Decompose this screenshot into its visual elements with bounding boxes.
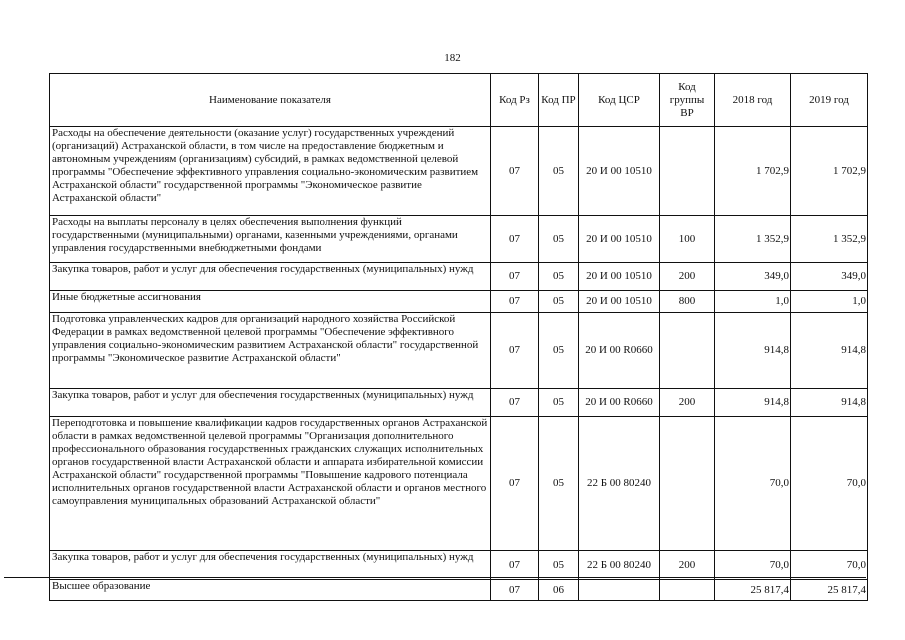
table-row xyxy=(50,313,868,389)
header-row xyxy=(50,74,868,127)
row-rz: 07 xyxy=(491,216,539,263)
row-rz: 07 xyxy=(491,291,539,313)
row-rz: 07 xyxy=(491,551,539,580)
row-vr: 200 xyxy=(660,263,715,291)
table-row xyxy=(50,580,868,601)
row-2018: 70,0 xyxy=(715,551,791,580)
page-rule-line xyxy=(4,577,866,578)
header-rz: Код Рз xyxy=(491,74,539,127)
row-csr: 20 И 00 R0660 xyxy=(579,389,660,417)
row-2019: 70,0 xyxy=(791,417,868,551)
row-pr: 05 xyxy=(539,417,579,551)
row-name: Высшее образование xyxy=(50,580,491,601)
row-csr: 20 И 00 10510 xyxy=(579,127,660,216)
row-2018: 25 817,4 xyxy=(715,580,791,601)
row-name: Расходы на обеспечение деятельности (оказание услуг) государственных учреждений (организаций) Астраханской области, в том числе на предоставление бюджетным и автономным учреждениям (организациям) субсидий, в рамках ведомственной целевой программы "Обеспечение эффективного управления социально-экономическим развитием Астраханской области" государственной программы "Экономическое развитие Астраханской области" xyxy=(50,127,491,216)
table-row xyxy=(50,389,868,417)
row-name: Переподготовка и повышение квалификации кадров государственных органов Астраханской области в рамках ведомственной целевой программы "Организация дополнительного профессионального образования государственных гражданских служащих исполнительных органов государственной власти Астраханской области и аппарата избирательной комиссии Астраханской области" государственной программы "Повышение кадрового потенциала исполнительных органов государственной власти Астраханской области и органов местного самоуправления муниципальных образований Астраханской области" xyxy=(50,417,491,551)
row-csr: 22 Б 00 80240 xyxy=(579,417,660,551)
row-name: Иные бюджетные ассигнования xyxy=(50,291,491,313)
header-pr: Код ПР xyxy=(539,74,579,127)
row-2019: 70,0 xyxy=(791,551,868,580)
row-2018: 70,0 xyxy=(715,417,791,551)
row-name: Подготовка управленческих кадров для организаций народного хозяйства Российской Федерации в рамках ведомственной целевой программы "Обеспечение эффективного управления социально-экономическим развитием Астраханской области" государственной программы "Экономическое развитие Астраханской области" xyxy=(50,313,491,389)
row-vr xyxy=(660,417,715,551)
row-pr: 05 xyxy=(539,216,579,263)
row-vr: 100 xyxy=(660,216,715,263)
row-vr xyxy=(660,580,715,601)
row-2018: 914,8 xyxy=(715,313,791,389)
row-rz: 07 xyxy=(491,263,539,291)
table-row xyxy=(50,127,868,216)
row-csr: 20 И 00 R0660 xyxy=(579,313,660,389)
row-2018: 1 352,9 xyxy=(715,216,791,263)
row-2019: 1 702,9 xyxy=(791,127,868,216)
row-name: Закупка товаров, работ и услуг для обеспечения государственных (муниципальных) нужд xyxy=(50,263,491,291)
row-rz: 07 xyxy=(491,313,539,389)
row-2019: 25 817,4 xyxy=(791,580,868,601)
row-pr: 05 xyxy=(539,551,579,580)
table-row xyxy=(50,291,868,313)
row-vr xyxy=(660,127,715,216)
row-name: Закупка товаров, работ и услуг для обеспечения государственных (муниципальных) нужд xyxy=(50,389,491,417)
row-pr: 05 xyxy=(539,389,579,417)
row-name: Расходы на выплаты персоналу в целях обеспечения выполнения функций государственными (муниципальными) органами, казенными учреждениями, органами управления государственными внебюджетными фондами xyxy=(50,216,491,263)
row-pr: 05 xyxy=(539,313,579,389)
header-2019: 2019 год xyxy=(791,74,868,127)
row-vr: 200 xyxy=(660,551,715,580)
row-2019: 914,8 xyxy=(791,313,868,389)
row-pr: 05 xyxy=(539,263,579,291)
row-vr: 200 xyxy=(660,389,715,417)
row-2018: 1 702,9 xyxy=(715,127,791,216)
row-2019: 1,0 xyxy=(791,291,868,313)
row-vr xyxy=(660,313,715,389)
row-pr: 05 xyxy=(539,127,579,216)
row-vr: 800 xyxy=(660,291,715,313)
table-row xyxy=(50,263,868,291)
row-2018: 1,0 xyxy=(715,291,791,313)
row-2018: 914,8 xyxy=(715,389,791,417)
row-csr xyxy=(579,580,660,601)
row-rz: 07 xyxy=(491,127,539,216)
row-2019: 1 352,9 xyxy=(791,216,868,263)
row-csr: 20 И 00 10510 xyxy=(579,291,660,313)
table-row xyxy=(50,216,868,263)
row-pr: 06 xyxy=(539,580,579,601)
row-name: Закупка товаров, работ и услуг для обеспечения государственных (муниципальных) нужд xyxy=(50,551,491,580)
row-2019: 914,8 xyxy=(791,389,868,417)
row-rz: 07 xyxy=(491,580,539,601)
row-rz: 07 xyxy=(491,389,539,417)
row-csr: 20 И 00 10510 xyxy=(579,216,660,263)
header-vr: Код группы ВР xyxy=(660,74,715,127)
row-pr: 05 xyxy=(539,291,579,313)
header-csr: Код ЦСР xyxy=(579,74,660,127)
row-2019: 349,0 xyxy=(791,263,868,291)
table-row xyxy=(50,551,868,580)
header-2018: 2018 год xyxy=(715,74,791,127)
row-csr: 22 Б 00 80240 xyxy=(579,551,660,580)
row-csr: 20 И 00 10510 xyxy=(579,263,660,291)
table-row xyxy=(50,417,868,551)
row-2018: 349,0 xyxy=(715,263,791,291)
budget-table xyxy=(49,73,868,601)
page-number: 182 xyxy=(444,52,461,64)
row-rz: 07 xyxy=(491,417,539,551)
header-name: Наименование показателя xyxy=(50,74,491,127)
